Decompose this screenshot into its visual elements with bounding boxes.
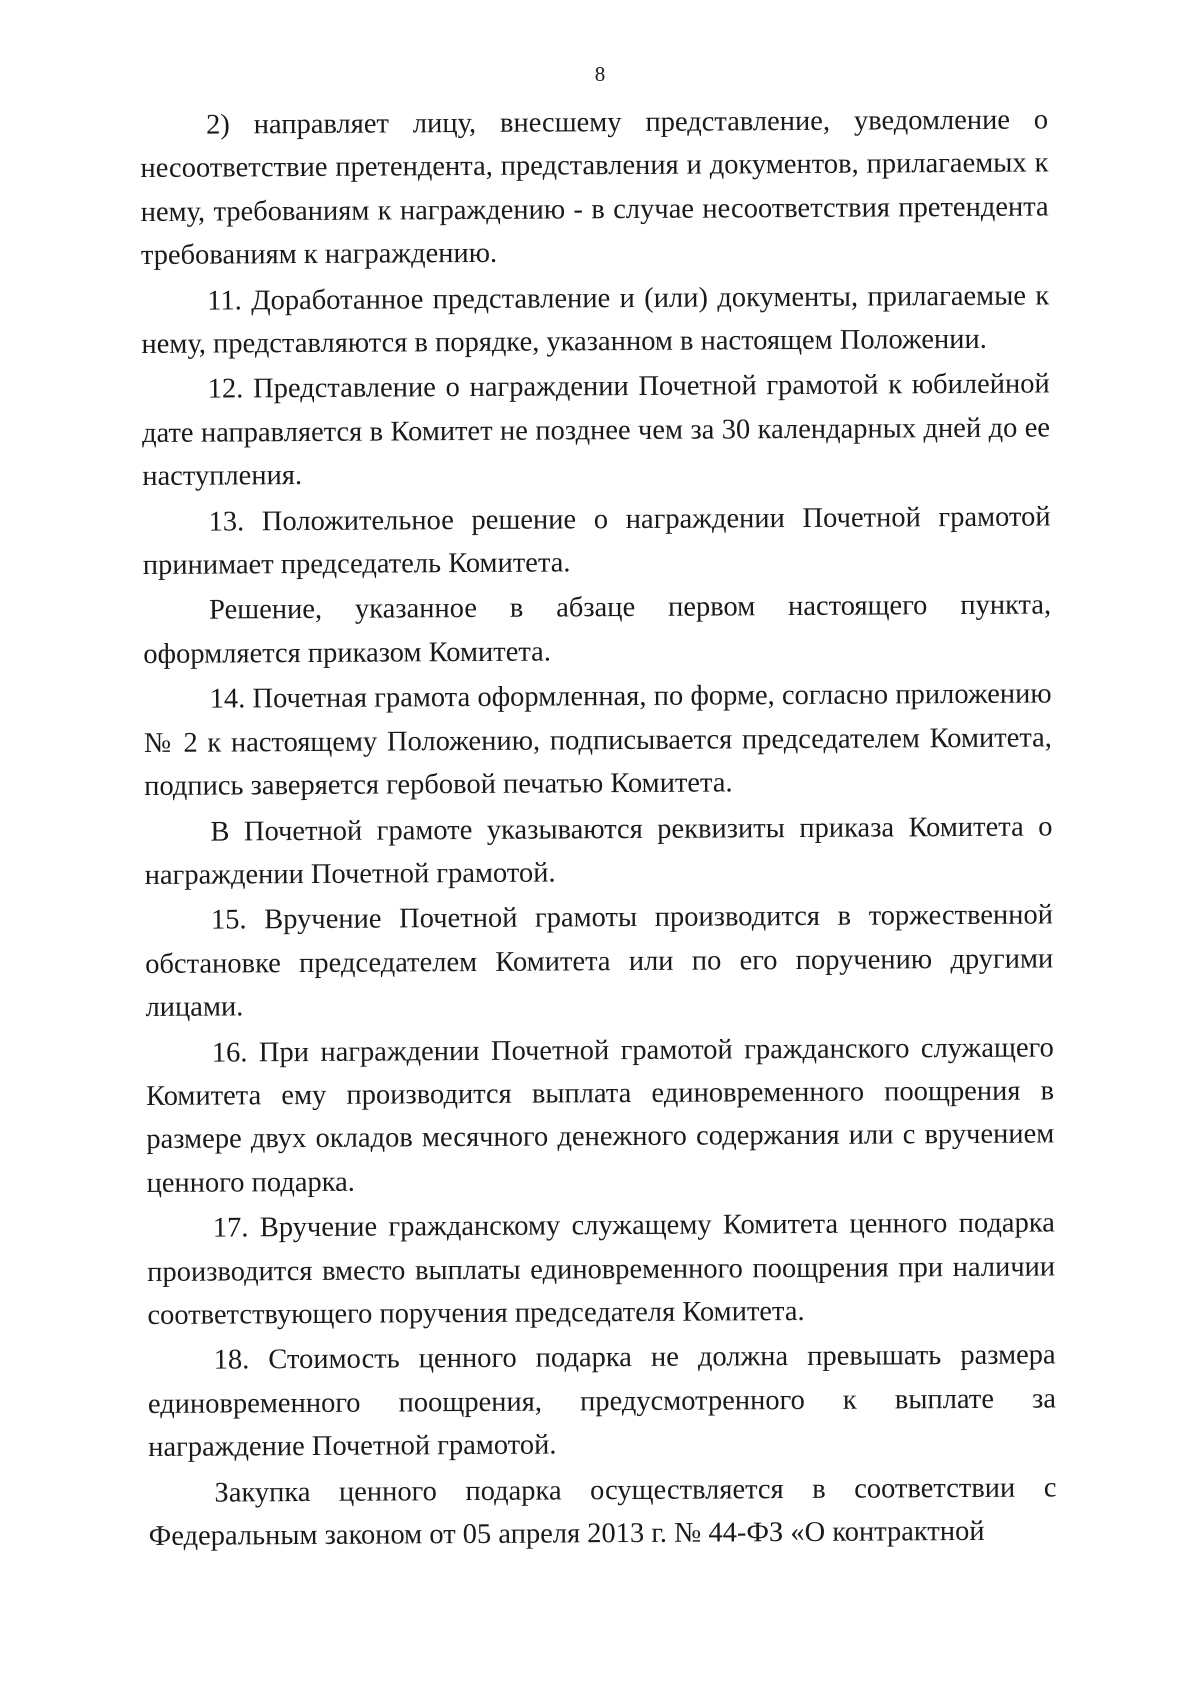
paragraph-clause-14-second: В Почетной грамоте указываются реквизиты приказа Комитета о награждении Почетной грамотой.	[144, 810, 1053, 891]
paragraph-item-2: 2) направляет лицу, внесшему представление, уведомление о несоответствие претендента, представления и документов, прилагаемых к нему, требованиям к награждению - в случае несоответствия претендента требованиям к награждению.	[140, 104, 1049, 272]
paragraph-clause-18: 18. Стоимость ценного подарка не должна превышать размера единовременного поощрения, предусмотренного к выплате за награждение Почетной грамотой.	[147, 1339, 1057, 1464]
paragraph-clause-13-second: Решение, указанное в абзаце первом настоящего пункта, оформляется приказом Комитета.	[143, 589, 1052, 670]
paragraph-clause-16: 16. При награждении Почетной грамотой гражданского служащего Комитета ему производится выплата единовременного поощрения в размере двух окладов месячного денежного содержания или с вручением ценного подарка.	[145, 1031, 1055, 1199]
document-body	[140, 98, 1057, 1560]
page-number: 8	[594, 62, 606, 86]
paragraph-clause-11: 11. Доработанное представление и (или) документы, прилагаемые к нему, представляются в порядке, указанном в настоящем Положении.	[141, 280, 1050, 361]
paragraph-clause-15: 15. Вручение Почетной грамоты производится в торжественной обстановке председателем Комитета или по его поручению другими лицами.	[145, 899, 1054, 1024]
paragraph-clause-12: 12. Представление о награждении Почетной грамотой к юбилейной дате направляется в Комитет не позднее чем за 30 календарных дней до ее наступления.	[141, 368, 1051, 493]
paragraph-clause-14: 14. Почетная грамота оформленная, по форме, согласно приложению № 2 к настоящему Положению, подписывается председателем Комитета, подпись заверяется гербовой печатью Комитета.	[143, 678, 1052, 803]
paragraph-clause-13: 13. Положительное решение о награждении Почетной грамотой принимает председатель Комитета.	[142, 501, 1051, 582]
paragraph-clause-17: 17. Вручение гражданскому служащему Комитета ценного подарка производится вместо выплаты единовременного поощрения при наличии соответствующего поручения председателя Комитета.	[147, 1207, 1056, 1331]
paragraph-clause-18-second: Закупка ценного подарка осуществляется в соответствии с Федеральным законом от 05 апреля 2013 г. № 44-ФЗ «О контрактной	[148, 1472, 1057, 1552]
